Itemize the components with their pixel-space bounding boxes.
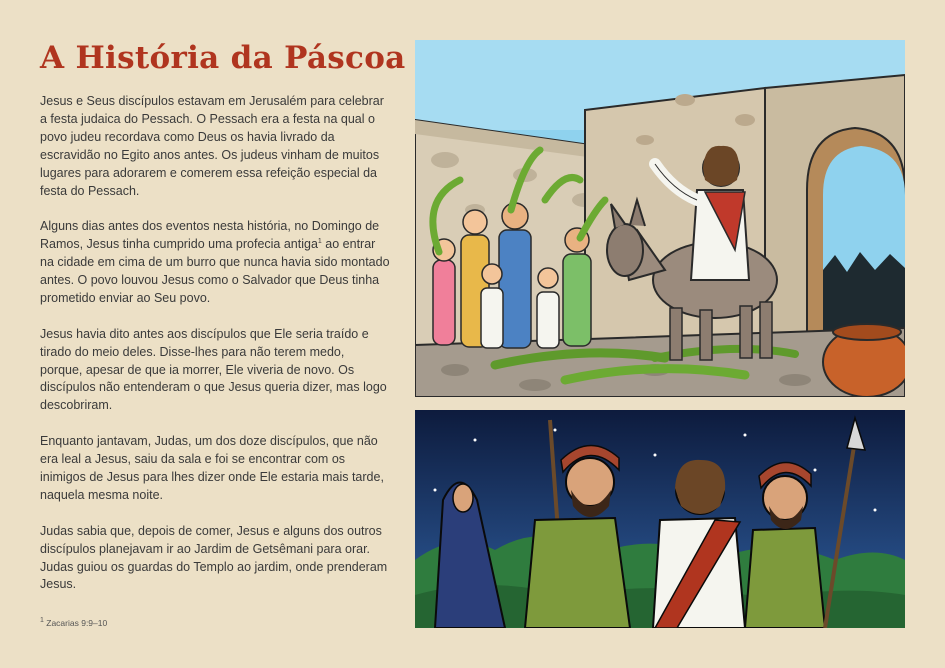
paragraph-2-text: Alguns dias antes dos eventos nesta história, no Domingo de Ramos, Jesus tinha cumprido uma profecia antiga bbox=[40, 219, 380, 252]
palm-sunday-scene bbox=[415, 40, 905, 397]
paragraph-2-text-cont: ao entrar na cidade em cima de um burro que nunca havia sido montado antes. O povo louvou Jesus como o Salvador que Deus tinha prometido enviar ao Seu povo. bbox=[40, 237, 390, 305]
footnote-number: 1 bbox=[40, 617, 44, 625]
paragraph-2 bbox=[40, 218, 390, 308]
paragraph-5: Judas sabia que, depois de comer, Jesus e alguns dos outros discípulos planejavam ir ao Jardim de Getsêmani para orar. Judas guiou os guardas do Templo ao jardim, onde prenderam Jesus. bbox=[40, 523, 388, 592]
page-title: A História da Páscoa bbox=[40, 40, 406, 76]
illustration-palm-sunday bbox=[415, 40, 905, 397]
arrest-scene bbox=[415, 410, 905, 628]
footnote bbox=[40, 618, 107, 628]
paragraph-3: Jesus havia dito antes aos discípulos que Ele seria traído e tirado do meio deles. Disse-lhes para não terem medo, porque, apesar de que ia morrer, Ele viveria de novo. Os discípulos não entenderam o que Jesus queria dizer, mas logo descobriram. bbox=[40, 326, 387, 413]
paragraph-4: Enquanto jantavam, Judas, um dos doze discípulos, que não era leal a Jesus, saiu da sala e foi se encontrar com os inimigos de Jesus para lhes dizer onde Ele estaria mais tarde, naquela mesma noite. bbox=[40, 434, 384, 502]
paragraph-1: Jesus e Seus discípulos estavam em Jerusalém para celebrar a festa judaica do Pessach. O Pessach era a festa na qual o povo judeu recordava como Deus os havia livrado da escravidão no Egito anos antes. Os judeus vinham de muitos lugares para adorarem e comerem essa refeição especial da festa do Pessach. bbox=[40, 94, 384, 198]
story-text bbox=[40, 93, 390, 612]
illustration-arrest bbox=[415, 410, 905, 628]
footnote-marker: 1 bbox=[317, 238, 322, 246]
footnote-text: Zacarias 9:9–10 bbox=[43, 618, 108, 628]
